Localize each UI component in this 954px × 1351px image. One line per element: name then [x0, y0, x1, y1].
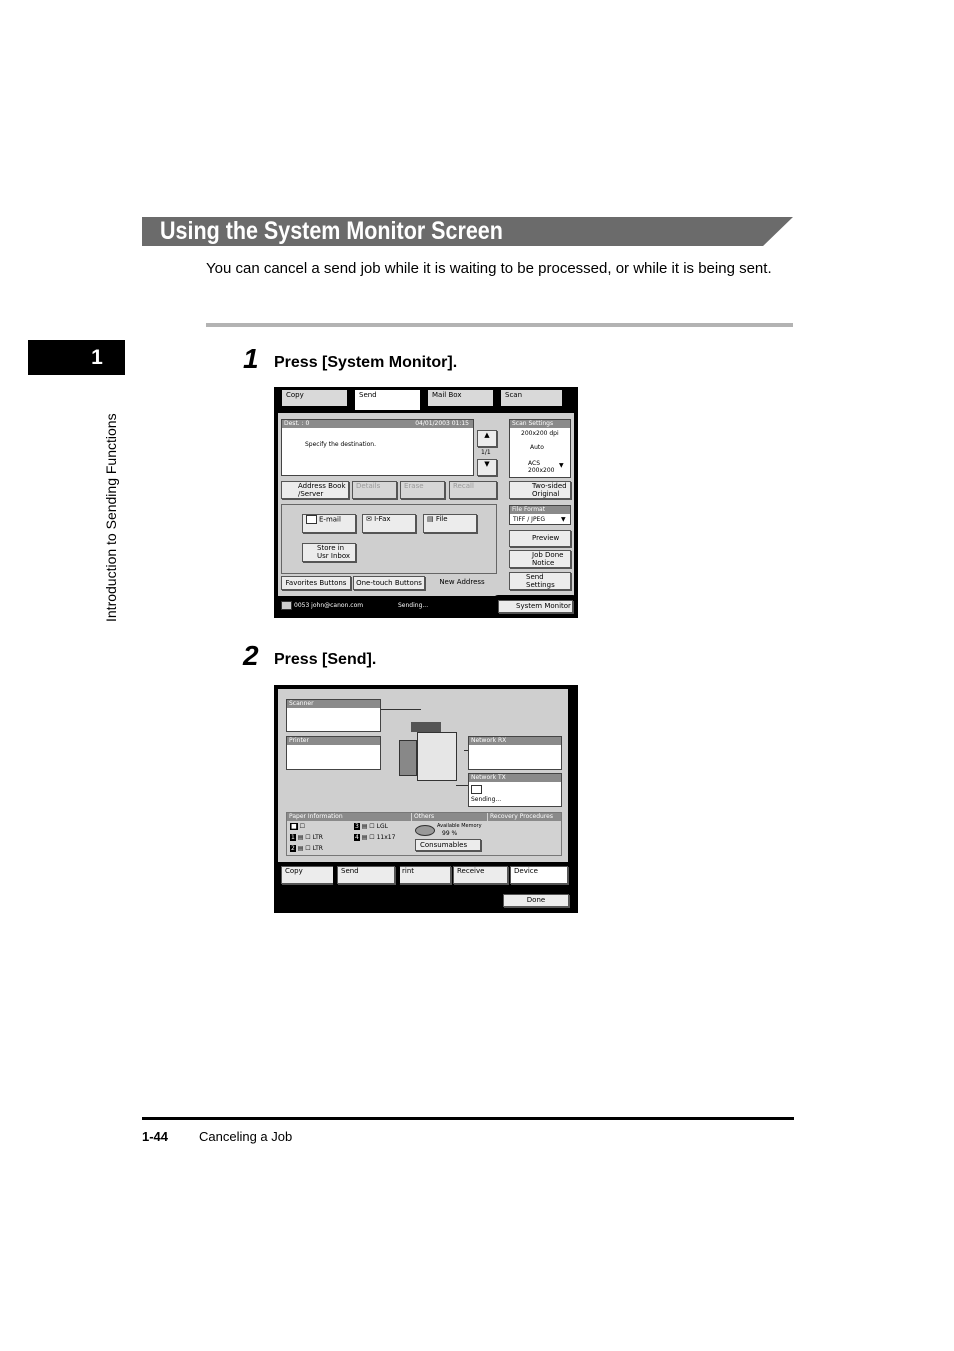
highlight-circle-send: [333, 862, 400, 889]
scroll-up-button[interactable]: ▲: [477, 430, 497, 447]
tab-copy-monitor[interactable]: Copy: [281, 866, 334, 884]
tab-mailbox[interactable]: Mail Box: [427, 389, 494, 407]
network-rx-header: Network RX: [469, 737, 561, 745]
scanner-illustration: [411, 722, 441, 732]
recovery-header: Recovery Procedures: [488, 813, 561, 821]
tab-print-monitor[interactable]: rint: [398, 866, 451, 884]
two-sided-button[interactable]: Two-sided Original: [509, 481, 571, 499]
system-monitor-button[interactable]: System Monitor: [498, 600, 573, 613]
favorites-tab[interactable]: Favorites Buttons: [281, 576, 351, 590]
tab-device-monitor[interactable]: Device: [510, 866, 568, 884]
network-tx-header: Network TX: [469, 774, 561, 782]
footer-title: Canceling a Job: [199, 1129, 293, 1144]
printer-box: [286, 736, 381, 770]
store-inbox-button[interactable]: Store in Usr Inbox: [302, 543, 356, 562]
file-format-value: TIFF / JPEG: [513, 516, 546, 523]
page-count: 1/1: [481, 449, 491, 456]
destination-box[interactable]: [281, 419, 474, 476]
tab-send-monitor[interactable]: Send: [337, 866, 395, 884]
scanner-box: [286, 699, 381, 732]
paper-slot-0: ■ ☐: [291, 823, 305, 830]
status-job: 0053 john@canon.com: [281, 601, 363, 610]
send-settings-button[interactable]: Send Settings: [509, 572, 571, 590]
step-1-number: 1: [243, 343, 259, 374]
system-monitor-screen: [274, 685, 578, 913]
tx-icon: [471, 785, 482, 794]
address-book-button[interactable]: Address Book /Server: [281, 481, 349, 499]
datetime: 04/01/2003 01:15: [415, 420, 469, 427]
status-text: Sending...: [398, 602, 429, 609]
highlight-circle: [493, 595, 578, 618]
paper-slot-3: 3 ▤ ☐ LGL: [355, 823, 388, 830]
chapter-number: 1: [91, 346, 103, 369]
step-2-text: Press [Send].: [274, 651, 377, 668]
file-button[interactable]: ▤ File: [423, 514, 477, 533]
paper-info-header: Paper Information: [287, 813, 411, 821]
mail-icon: [306, 515, 317, 524]
step-1-text: Press [System Monitor].: [274, 354, 458, 371]
scan-settings-box[interactable]: [509, 419, 571, 478]
copier-illustration: [417, 732, 457, 781]
memory-icon: [415, 825, 435, 836]
erase-button[interactable]: Erase: [400, 481, 445, 499]
file-format-box[interactable]: [509, 505, 571, 525]
details-button[interactable]: Details: [352, 481, 397, 499]
recall-button[interactable]: Recall: [449, 481, 497, 499]
size-value: ACS 200x200: [528, 460, 555, 474]
consumables-button[interactable]: Consumables: [415, 839, 481, 851]
section-title: Using the System Monitor Screen: [160, 217, 503, 245]
network-tx-box[interactable]: [468, 773, 562, 807]
intro-paragraph: You can cancel a send job while it is waiting to be processed, or while it is being sent.: [206, 260, 772, 277]
file-icon: ▤: [427, 515, 436, 523]
divider: [206, 323, 793, 327]
tx-status: Sending...: [471, 796, 502, 803]
format-dropdown-icon[interactable]: ▼: [561, 516, 566, 523]
available-memory-label: Available Memory: [437, 823, 482, 829]
job-done-button[interactable]: Job Done Notice: [509, 550, 571, 568]
done-button[interactable]: Done: [503, 894, 569, 907]
page-number: 1-44: [142, 1129, 169, 1144]
paper-slot-4: 4 ▤ ☐ 11x17: [355, 834, 396, 841]
paper-slot-1: 1 ▤ ☐ LTR: [291, 834, 323, 841]
paper-slot-2: 2 ▤ ☐ LTR: [291, 845, 323, 852]
tab-receive-monitor[interactable]: Receive: [453, 866, 508, 884]
network-rx-box[interactable]: [468, 736, 562, 770]
email-button[interactable]: E-mail: [302, 514, 356, 533]
printer-header: Printer: [287, 737, 380, 745]
tab-copy[interactable]: Copy: [281, 389, 348, 407]
destination-message: Specify the destination.: [305, 441, 377, 448]
preview-button[interactable]: Preview: [509, 530, 571, 547]
tab-send[interactable]: Send: [354, 389, 421, 411]
memory-value: 99 %: [442, 830, 458, 837]
size-dropdown-icon[interactable]: ▼: [559, 462, 564, 469]
finisher-illustration: [399, 740, 417, 776]
chapter-side-label: Introduction to Sending Functions: [103, 413, 119, 622]
scroll-down-button[interactable]: ▼: [477, 459, 497, 476]
one-touch-tab[interactable]: One-touch Buttons: [353, 576, 425, 590]
fax-icon: ✉: [366, 515, 375, 523]
footer-rule: [142, 1117, 794, 1120]
tab-scan[interactable]: Scan: [500, 389, 563, 407]
new-address-tab[interactable]: New Address: [427, 576, 497, 590]
send-screen: [274, 387, 578, 618]
job-icon: [281, 601, 292, 610]
mode-value: Auto: [530, 444, 544, 451]
resolution-value: 200x200 dpi: [521, 430, 559, 437]
file-format-header: File Format: [510, 506, 570, 514]
others-header: Others: [412, 813, 487, 821]
step-2-number: 2: [243, 640, 259, 671]
dest-label: Dest. : 0: [284, 420, 310, 427]
scan-settings-header: Scan Settings: [510, 420, 570, 428]
scanner-header: Scanner: [287, 700, 380, 708]
ifax-button[interactable]: ✉ I-Fax: [362, 514, 416, 533]
